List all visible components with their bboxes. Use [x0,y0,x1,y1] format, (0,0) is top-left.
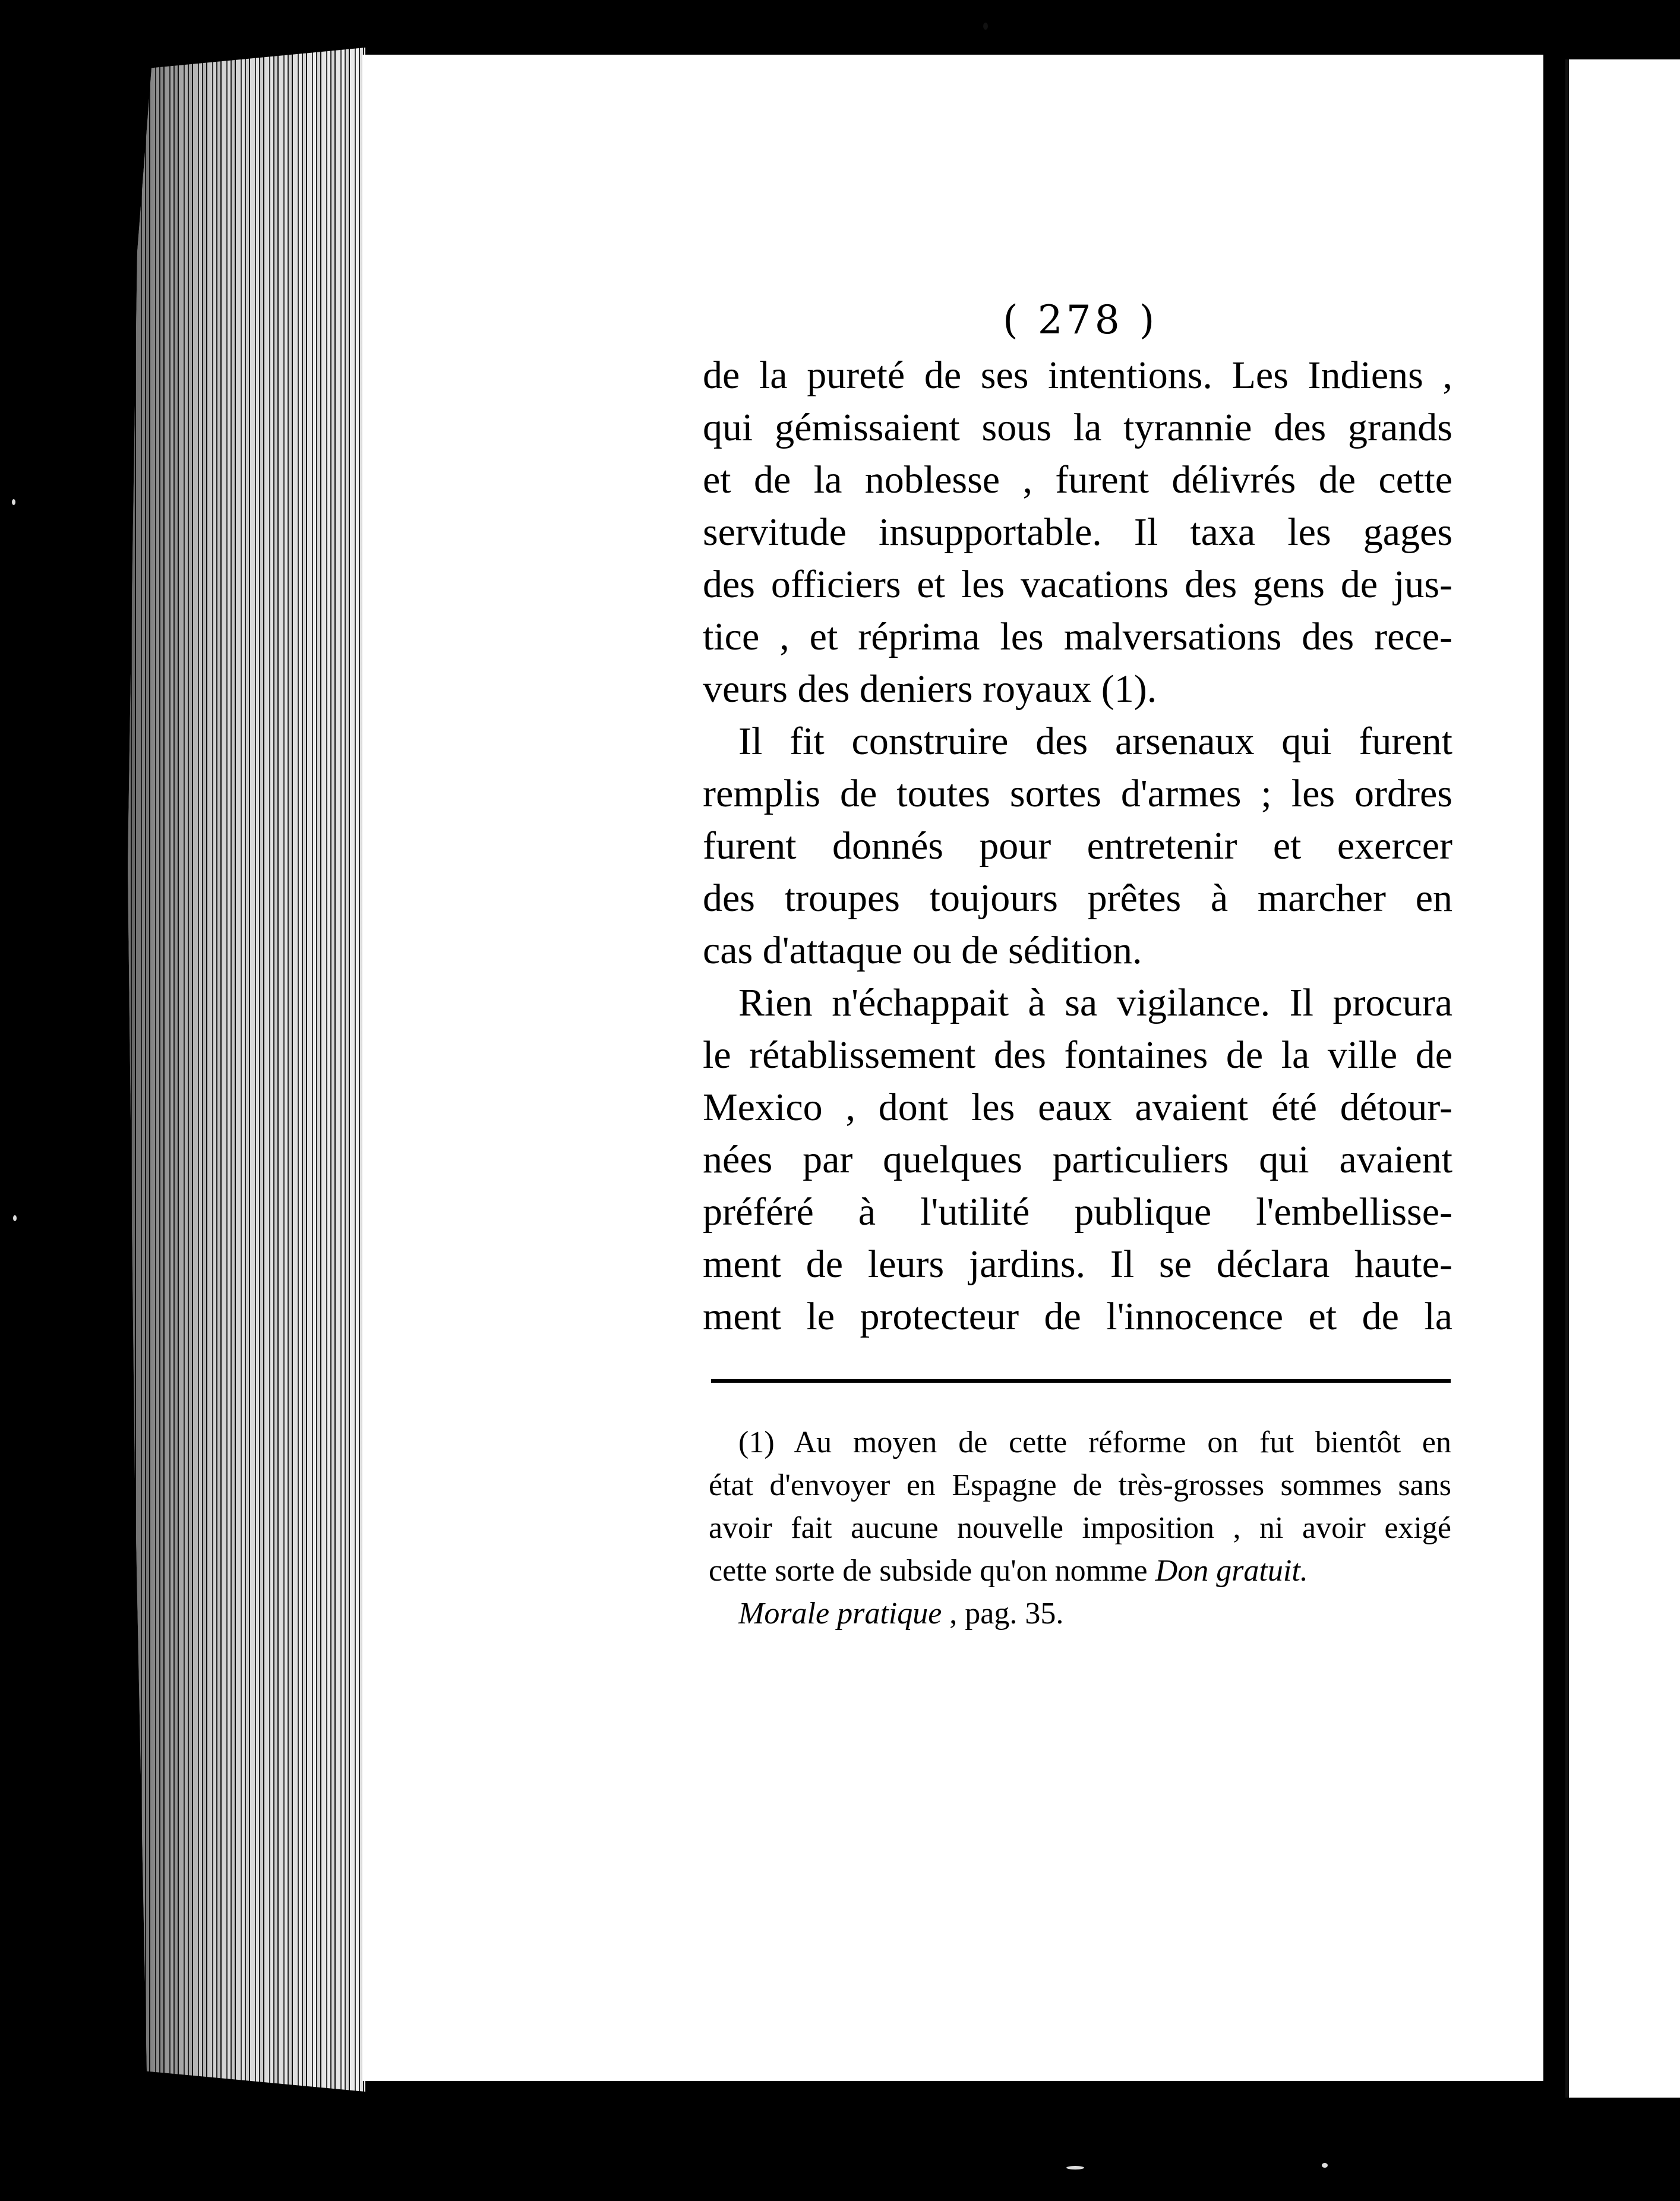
text-line: préféré à l'utilité publique l'embellisse- [703,1190,1452,1234]
text-line: de la pureté de ses intentions. Les Indiens , [703,354,1452,397]
text-line: veurs des deniers royaux (1). [703,667,1157,711]
page-number: ( 278 ) [1003,297,1158,343]
footnote-text: cette sorte de subside qu'on nomme [709,1554,1155,1588]
text-line: Il fit construire des arsenaux qui furent [738,720,1452,763]
text-line: tice , et réprima les malversations des rece- [703,615,1452,658]
footnote-line [709,1550,1451,1593]
text-line: des officiers et les vacations des gens de jus- [703,563,1452,606]
footnote-line: état d'envoyer en Espagne de très-grosses sommes sans [709,1468,1451,1502]
footnote-line: (1) Au moyen de cette réforme on fut bientôt en [738,1426,1451,1459]
scan-speck [1322,2163,1328,2168]
scan-speck [1066,2166,1084,2170]
scan-speck [983,23,988,30]
scan-speck [13,1215,17,1221]
text-line: Mexico , dont les eaux avaient été détour- [703,1086,1452,1129]
text-line: remplis de toutes sortes d'armes ; les ordres [703,772,1452,815]
scan-speck [12,499,15,505]
footnote-italic-term: Don gratuit. [1155,1554,1308,1588]
text-line: furent donnés pour entretenir et exercer [703,824,1452,868]
text-line: ment le protecteur de l'innocence et de la [703,1295,1452,1338]
body-text [703,349,1452,1343]
text-line: et de la noblesse , furent délivrés de cette [703,458,1452,502]
text-line: Rien n'échappait à sa vigilance. Il procura [738,981,1452,1024]
text-line: cas d'attaque ou de sédition. [703,929,1142,972]
text-line: nées par quelques particuliers qui avaient [703,1138,1452,1181]
text-line: servitude insupportable. Il taxa les gages [703,510,1452,554]
text-line: ment de leurs jardins. Il se déclara haute- [703,1243,1452,1286]
text-line: des troupes toujours prêtes à marcher en [703,876,1452,920]
facing-page-edge [1565,59,1680,2098]
footnote-citation [709,1593,1451,1635]
text-line: le rétablissement des fontaines de la ville de [703,1033,1452,1077]
citation-title: Morale pratique [738,1597,942,1631]
footnote-line: avoir fait aucune nouvelle imposition , ni avoir exigé [709,1511,1451,1545]
page-edges-shadow [128,48,365,2092]
footnote-separator-rule [711,1379,1451,1383]
citation-page: , pag. 35. [942,1597,1064,1631]
text-line: qui gémissaient sous la tyrannie des grands [703,406,1452,449]
footnote [709,1421,1451,1635]
